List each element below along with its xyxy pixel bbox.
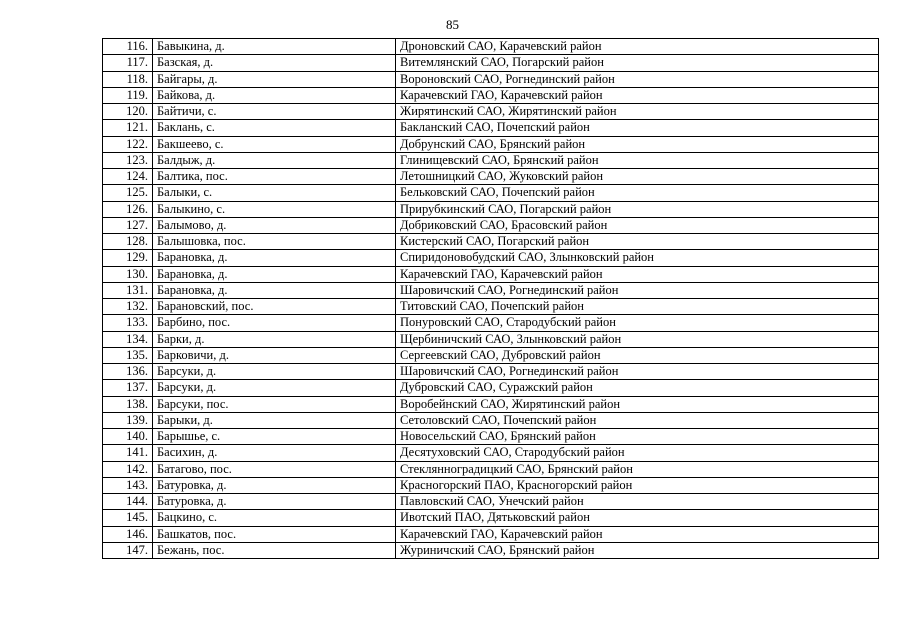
row-number-cell: 145. bbox=[103, 510, 153, 526]
administrative-region-cell: Кистерский САО, Погарский район bbox=[396, 234, 879, 250]
settlement-name-cell: Бакшеево, с. bbox=[153, 136, 396, 152]
table-row bbox=[103, 510, 879, 526]
table-row bbox=[103, 380, 879, 396]
table-row bbox=[103, 477, 879, 493]
row-number-cell: 117. bbox=[103, 55, 153, 71]
administrative-region-cell: Бакланский САО, Почепский район bbox=[396, 120, 879, 136]
administrative-region-cell: Журиничский САО, Брянский район bbox=[396, 542, 879, 558]
settlement-name-cell: Базская, д. bbox=[153, 55, 396, 71]
administrative-region-cell: Красногорский ПАО, Красногорский район bbox=[396, 477, 879, 493]
settlement-name-cell: Барсуки, д. bbox=[153, 380, 396, 396]
table-row bbox=[103, 542, 879, 558]
row-number-cell: 120. bbox=[103, 104, 153, 120]
table-row bbox=[103, 445, 879, 461]
row-number-cell: 133. bbox=[103, 315, 153, 331]
administrative-region-cell: Сергеевский САО, Дубровский район bbox=[396, 347, 879, 363]
administrative-region-cell: Летошницкий САО, Жуковский район bbox=[396, 169, 879, 185]
table-row bbox=[103, 87, 879, 103]
row-number-cell: 119. bbox=[103, 87, 153, 103]
table-body bbox=[103, 39, 879, 559]
table-row bbox=[103, 526, 879, 542]
administrative-region-cell: Жирятинский САО, Жирятинский район bbox=[396, 104, 879, 120]
administrative-region-cell: Карачевский ГАО, Карачевский район bbox=[396, 266, 879, 282]
administrative-region-cell: Карачевский ГАО, Карачевский район bbox=[396, 526, 879, 542]
settlement-name-cell: Барановский, пос. bbox=[153, 299, 396, 315]
settlement-name-cell: Барки, д. bbox=[153, 331, 396, 347]
table-row bbox=[103, 412, 879, 428]
row-number-cell: 130. bbox=[103, 266, 153, 282]
administrative-region-cell: Павловский САО, Унечский район bbox=[396, 494, 879, 510]
administrative-region-cell: Дубровский САО, Суражский район bbox=[396, 380, 879, 396]
table-row bbox=[103, 461, 879, 477]
table-row bbox=[103, 234, 879, 250]
row-number-cell: 129. bbox=[103, 250, 153, 266]
administrative-region-cell: Шаровичский САО, Рогнединский район bbox=[396, 364, 879, 380]
row-number-cell: 137. bbox=[103, 380, 153, 396]
table-row bbox=[103, 347, 879, 363]
administrative-region-cell: Добриковский САО, Брасовский район bbox=[396, 217, 879, 233]
page-number: 85 bbox=[446, 17, 459, 32]
administrative-region-cell: Понуровский САО, Стародубский район bbox=[396, 315, 879, 331]
row-number-cell: 121. bbox=[103, 120, 153, 136]
row-number-cell: 125. bbox=[103, 185, 153, 201]
table-row bbox=[103, 266, 879, 282]
settlements-table bbox=[102, 38, 879, 559]
row-number-cell: 147. bbox=[103, 542, 153, 558]
settlement-name-cell: Батагово, пос. bbox=[153, 461, 396, 477]
table-row bbox=[103, 494, 879, 510]
settlement-name-cell: Байкова, д. bbox=[153, 87, 396, 103]
table-row bbox=[103, 331, 879, 347]
settlement-name-cell: Басихин, д. bbox=[153, 445, 396, 461]
table-row bbox=[103, 169, 879, 185]
row-number-cell: 123. bbox=[103, 152, 153, 168]
administrative-region-cell: Витемлянский САО, Погарский район bbox=[396, 55, 879, 71]
row-number-cell: 118. bbox=[103, 71, 153, 87]
settlement-name-cell: Балтика, пос. bbox=[153, 169, 396, 185]
settlement-name-cell: Бавыкина, д. bbox=[153, 39, 396, 55]
row-number-cell: 127. bbox=[103, 217, 153, 233]
settlement-name-cell: Балышовка, пос. bbox=[153, 234, 396, 250]
row-number-cell: 138. bbox=[103, 396, 153, 412]
settlement-name-cell: Баклань, с. bbox=[153, 120, 396, 136]
administrative-region-cell: Вороновский САО, Рогнединский район bbox=[396, 71, 879, 87]
table-row bbox=[103, 201, 879, 217]
settlement-name-cell: Барышье, с. bbox=[153, 429, 396, 445]
settlement-name-cell: Барановка, д. bbox=[153, 266, 396, 282]
administrative-region-cell: Дроновский САО, Карачевский район bbox=[396, 39, 879, 55]
administrative-region-cell: Шаровичский САО, Рогнединский район bbox=[396, 282, 879, 298]
administrative-region-cell: Щербиничский САО, Злынковский район bbox=[396, 331, 879, 347]
settlement-name-cell: Батуровка, д. bbox=[153, 494, 396, 510]
table-row bbox=[103, 71, 879, 87]
settlement-name-cell: Барковичи, д. bbox=[153, 347, 396, 363]
table-row bbox=[103, 217, 879, 233]
table-row bbox=[103, 364, 879, 380]
settlement-name-cell: Барсуки, пос. bbox=[153, 396, 396, 412]
administrative-region-cell: Карачевский ГАО, Карачевский район bbox=[396, 87, 879, 103]
settlement-name-cell: Барановка, д. bbox=[153, 282, 396, 298]
administrative-region-cell: Прирубкинский САО, Погарский район bbox=[396, 201, 879, 217]
settlement-name-cell: Байгары, д. bbox=[153, 71, 396, 87]
table-row bbox=[103, 396, 879, 412]
table-row bbox=[103, 120, 879, 136]
administrative-region-cell: Стеклянноградицкий САО, Брянский район bbox=[396, 461, 879, 477]
row-number-cell: 139. bbox=[103, 412, 153, 428]
settlement-name-cell: Балыкино, с. bbox=[153, 201, 396, 217]
table-row bbox=[103, 429, 879, 445]
table-row bbox=[103, 55, 879, 71]
table-row bbox=[103, 104, 879, 120]
row-number-cell: 116. bbox=[103, 39, 153, 55]
row-number-cell: 135. bbox=[103, 347, 153, 363]
settlement-name-cell: Башкатов, пос. bbox=[153, 526, 396, 542]
administrative-region-cell: Глинищевский САО, Брянский район bbox=[396, 152, 879, 168]
row-number-cell: 128. bbox=[103, 234, 153, 250]
row-number-cell: 143. bbox=[103, 477, 153, 493]
table-row bbox=[103, 250, 879, 266]
table-row bbox=[103, 282, 879, 298]
administrative-region-cell: Спиридоновобудский САО, Злынковский район bbox=[396, 250, 879, 266]
administrative-region-cell: Новосельский САО, Брянский район bbox=[396, 429, 879, 445]
row-number-cell: 141. bbox=[103, 445, 153, 461]
row-number-cell: 140. bbox=[103, 429, 153, 445]
settlement-name-cell: Балымово, д. bbox=[153, 217, 396, 233]
settlement-name-cell: Балыки, с. bbox=[153, 185, 396, 201]
row-number-cell: 132. bbox=[103, 299, 153, 315]
table-row bbox=[103, 136, 879, 152]
row-number-cell: 122. bbox=[103, 136, 153, 152]
row-number-cell: 142. bbox=[103, 461, 153, 477]
settlement-name-cell: Барбино, пос. bbox=[153, 315, 396, 331]
row-number-cell: 144. bbox=[103, 494, 153, 510]
table-row bbox=[103, 315, 879, 331]
table-row bbox=[103, 152, 879, 168]
administrative-region-cell: Сетоловский САО, Почепский район bbox=[396, 412, 879, 428]
settlement-name-cell: Байтичи, с. bbox=[153, 104, 396, 120]
administrative-region-cell: Ивотский ПАО, Дятьковский район bbox=[396, 510, 879, 526]
settlement-name-cell: Батуровка, д. bbox=[153, 477, 396, 493]
row-number-cell: 126. bbox=[103, 201, 153, 217]
row-number-cell: 136. bbox=[103, 364, 153, 380]
row-number-cell: 146. bbox=[103, 526, 153, 542]
administrative-region-cell: Воробейнский САО, Жирятинский район bbox=[396, 396, 879, 412]
row-number-cell: 134. bbox=[103, 331, 153, 347]
administrative-region-cell: Десятуховский САО, Стародубский район bbox=[396, 445, 879, 461]
table-row bbox=[103, 185, 879, 201]
administrative-region-cell: Титовский САО, Почепский район bbox=[396, 299, 879, 315]
settlement-name-cell: Балдыж, д. bbox=[153, 152, 396, 168]
row-number-cell: 131. bbox=[103, 282, 153, 298]
settlement-name-cell: Барыки, д. bbox=[153, 412, 396, 428]
row-number-cell: 124. bbox=[103, 169, 153, 185]
settlement-name-cell: Барановка, д. bbox=[153, 250, 396, 266]
settlement-name-cell: Барсуки, д. bbox=[153, 364, 396, 380]
table-row bbox=[103, 39, 879, 55]
administrative-region-cell: Добрунский САО, Брянский район bbox=[396, 136, 879, 152]
settlement-name-cell: Бежань, пос. bbox=[153, 542, 396, 558]
settlement-name-cell: Бацкино, с. bbox=[153, 510, 396, 526]
administrative-region-cell: Бельковский САО, Почепский район bbox=[396, 185, 879, 201]
table-row bbox=[103, 299, 879, 315]
